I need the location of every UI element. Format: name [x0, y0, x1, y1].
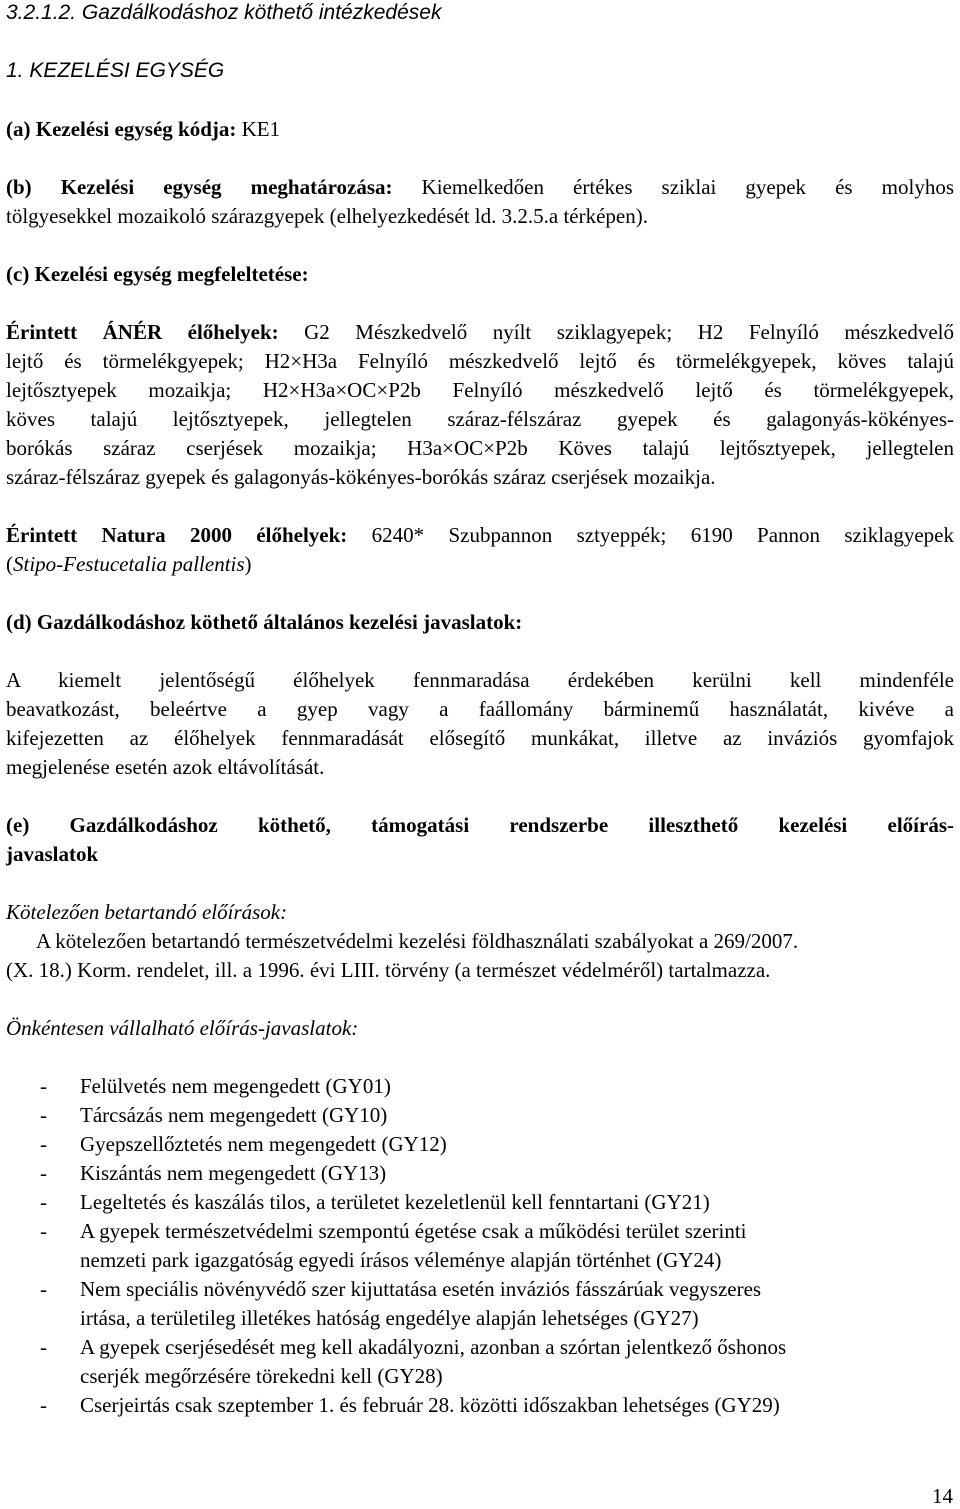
- list-bullet: -: [40, 1393, 47, 1417]
- list-bullet: -: [40, 1190, 47, 1214]
- aner-habitats-line-3: lejtősztyepek mozaikja; H2×H3a×OC×P2b Felnyíló mészkedvelő lejtő és törmelékgyepek,: [6, 378, 954, 402]
- section-heading: 3.2.1.2. Gazdálkodáshoz köthető intézkedések: [6, 1, 442, 24]
- list-bullet: -: [40, 1132, 47, 1156]
- aner-habitats-line-4: köves talajú lejtősztyepek, jellegtelen száraz-félszáraz gyepek és galagonyás-kökényes-: [6, 407, 954, 431]
- natura-habitat-latin-name: Stipo-Festucetalia pallentis: [13, 552, 245, 576]
- list-bullet: -: [40, 1219, 47, 1243]
- unit-code-value: KE1: [236, 117, 281, 141]
- unit-title: 1. KEZELÉSI EGYSÉG: [6, 59, 225, 82]
- aner-habitats-line-1: Érintett ÁNÉR élőhelyek: G2 Mészkedvelő nyílt sziklagyepek; H2 Felnyíló mészkedvelő: [6, 320, 954, 344]
- aner-habitats-line-5: borókás száraz cserjések mozaikja; H3a×OC×P2b Köves talajú lejtősztyepek, jellegtelen: [6, 436, 954, 460]
- voluntary-proposals-label: Önkéntesen vállalható előírás-javaslatok:: [6, 1016, 359, 1040]
- unit-definition-line-1: (b) Kezelési egység meghatározása: Kiemelkedően értékes sziklai gyepek és molyhos: [6, 175, 954, 199]
- general-proposals-line-2: beavatkozást, beleértve a gyep vagy a faállomány bárminemű használatát, kivéve a: [6, 697, 954, 721]
- unit-definition-line-2: tölgyesekkel mozaikoló szárazgyepek (elhelyezkedését ld. 3.2.5.a térképen).: [6, 204, 648, 228]
- page-number: 14: [932, 1484, 953, 1508]
- correspondence-label: (c) Kezelési egység megfeleltetése:: [6, 262, 309, 286]
- list-bullet: -: [40, 1103, 47, 1127]
- support-proposals-label-line-1: (e) Gazdálkodáshoz köthető, támogatási rendszerbe illeszthető kezelési előírás-: [6, 813, 954, 837]
- general-proposals-line-1: A kiemelt jelentőségű élőhelyek fennmaradása érdekében kerülni kell mindenféle: [6, 668, 954, 692]
- list-bullet: -: [40, 1161, 47, 1185]
- mandatory-rules-line-2: (X. 18.) Korm. rendelet, ill. a 1996. évi LIII. törvény (a természet védelméről) tartalmazza.: [6, 958, 771, 982]
- general-proposals-label: (d) Gazdálkodáshoz köthető általános kezelési javaslatok:: [6, 610, 523, 634]
- general-proposals-line-4: megjelenése esetén azok eltávolítását.: [6, 755, 325, 779]
- document-page: 3.2.1.2. Gazdálkodáshoz köthető intézkedések 1. KEZELÉSI EGYSÉG (a) Kezelési egység kódja: KE1 (b) Kezelési egység meghatározása: Kiemelkedően értékes sziklai gyepek és molyhos tölgyesekkel mozaikoló szárazgyepek (elhelyezkedését ld. 3.2.5.a térképen). (c) Kezelési egység megfeleltetése: Érintett ÁNÉR élőhelyek: G2 Mészkedvelő nyílt sziklagyepek; H2 Felnyíló mészkedvelő lejtő és törmelékgyepek; H2×H3a Felnyíló mészkedvelő lejtő és törmelékgyepek, köves talajú lejtősztyepek mozaikja; H2×H3a×OC×P2b Felnyíló mészkedvelő lejtő és törmelékgyepek, köves talajú lejtősztyepek, jellegtelen száraz-félszáraz gyepek és galagonyás-kökényes- borókás száraz cserjések mozaikja; H3a×OC×P2b Köves talajú lejtősztyepek, jellegtelen száraz-félszáraz gyepek és galagonyás-kökényes-borókás száraz cserjések mozaikja. Érintett Natura 2000 élőhelyek: 6240* Szubpannon sztyeppék; 6190 Pannon sziklagyepek (Stipo-Festucetalia pallentis) (d) Gazdálkodáshoz köthető általános kezelési javaslatok: A kiemelt jelentőségű élőhelyek fennmaradása érdekében kerülni kell mindenféle beavatkozást, beleértve a gyep vagy a faállomány bárminemű használatát, kivéve a kifejezetten az élőhelyek fennmaradását elősegítő munkákat, illetve az inváziós gyomfajok megjelenése esetén azok eltávolítását. (e) Gazdálkodáshoz köthető, támogatási rendszerbe illeszthető kezelési előírás- javaslatok Kötelezően betartandó előírások: A kötelezően betartandó természetvédelmi kezelési földhasználati szabályokat a 269/2007. (X. 18.) Korm. rendelet, ill. a 1996. évi LIII. törvény (a természet védelméről) tartalmazza. Önkéntesen vállalható előírás-javaslatok: - Felülvetés nem megengedett (GY01) - Tárcsázás nem megengedett (GY10) - Gyepszellőztetés nem megengedett (GY12) - Kiszántás nem megengedett (GY13) - Legeltetés és kaszálás tilos, a területet kezeletlenül kell fenntartani (GY21) - A gyepek természetvédelmi szempontú égetése csak a működési terület szerinti nemzeti park igazgatóság egyedi írásos véleménye alapján történhet (GY24) - Nem speciális növényvédő szer kijuttatása esetén inváziós fásszárúak vegyszeres irtása, a területileg illetékes hatóság engedélye alapján lehetséges (GY27) - A gyepek cserjésedését meg kell akadályozni, azonban a szórtan jelentkező őshonos cserjék megőrzésére törekedni kell (GY28) - Cserjeirtás csak szeptember 1. és február 28. közötti időszakban lehetséges (GY29) 14: [6, 1, 954, 1508]
- aner-habitats-line-2: lejtő és törmelékgyepek; H2×H3a Felnyíló mészkedvelő lejtő és törmelékgyepek, köves talajú: [6, 349, 954, 373]
- list-bullet: -: [40, 1335, 47, 1359]
- unit-definition-label: (b) Kezelési egység meghatározása:: [6, 175, 393, 199]
- aner-habitats-label: Érintett ÁNÉR élőhelyek:: [6, 320, 279, 344]
- natura-habitats-line-2: (Stipo-Festucetalia pallentis): [6, 552, 252, 576]
- unit-code: [6, 119, 280, 140]
- support-proposals-label-line-2: javaslatok: [6, 842, 99, 866]
- mandatory-rules-label: Kötelezően betartandó előírások:: [6, 900, 288, 924]
- unit-code-label: (a) Kezelési egység kódja:: [6, 117, 237, 141]
- natura-habitats-line-1: Érintett Natura 2000 élőhelyek: 6240* Szubpannon sztyeppék; 6190 Pannon sziklagyepek: [6, 523, 954, 547]
- list-bullet: -: [40, 1074, 47, 1098]
- aner-habitats-line-6: száraz-félszáraz gyepek és galagonyás-kökényes-borókás száraz cserjések mozaikja.: [6, 465, 716, 489]
- list-bullet: -: [40, 1277, 47, 1301]
- mandatory-rules-line-1: A kötelezően betartandó természetvédelmi kezelési földhasználati szabályokat a 269/2007.: [36, 929, 799, 953]
- general-proposals-line-3: kifejezetten az élőhelyek fennmaradását elősegítő munkákat, illetve az inváziós gyomfajok: [6, 726, 954, 750]
- natura-habitats-label: Érintett Natura 2000 élőhelyek:: [6, 523, 348, 547]
